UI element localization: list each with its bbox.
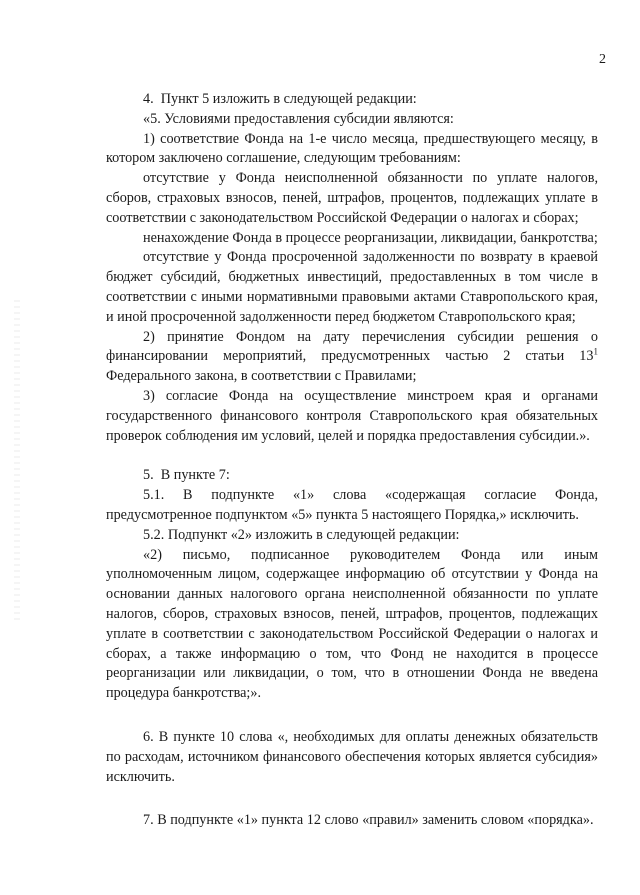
page-number: 2 xyxy=(599,52,606,67)
paragraph-item-7: 7. В подпункте «1» пункта 12 слово «правил» заменить словом «порядка». xyxy=(143,812,594,829)
paragraph-condition-3: 3) согласие Фонда на осуществление минстроем края и органами государственного финансового контроля Ставропольского края обязательных проверок соблюдения им условий, целей и порядка предоставления субсидии.». xyxy=(106,387,598,444)
paragraph-item-4-heading: 4. Пункт 5 изложить в следующей редакции: xyxy=(143,91,417,107)
paragraph-no-bankruptcy: ненахождение Фонда в процессе реорганизации, ликвидации, банкротства; xyxy=(143,229,598,246)
paragraph-no-overdue-debt: отсутствие у Фонда просроченной задолженности по возврату в краевой бюджет субсидий, бюджетных инвестиций, предоставленных в том числе в соответствии с иными нормативными правовыми актами Ставропольского края, и иной просроченной задолженности перед бюджетом Ставропольского края; xyxy=(106,249,598,325)
paragraph-condition-1: 1) соответствие Фонда на 1-е число месяца, предшествующего месяцу, в котором заключено соглашение, следующим требованиям: xyxy=(106,130,598,167)
condition-2-text-start: 2) принятие Фондом на дату перечисления субсидии решения о финансировании мероприятий, предусмотренных частью 2 статьи 13 xyxy=(106,328,598,365)
paragraph-item-5-2: 5.2. Подпункт «2» изложить в следующей редакции: xyxy=(143,526,460,543)
paragraph-condition-2 xyxy=(106,328,598,387)
paragraph-item-5-heading: 5. В пункте 7: xyxy=(143,467,230,484)
condition-2-text-end: Федерального закона, в соответствии с Правилами; xyxy=(106,368,417,385)
paragraph-conditions-heading: «5. Условиями предоставления субсидии являются: xyxy=(143,110,454,127)
paragraph-item-5-1: 5.1. В подпункте «1» слова «содержащая согласие Фонда, предусмотренное подпунктом «5» пункта 5 настоящего Порядка,» исключить. xyxy=(106,487,598,523)
paragraph-letter-requirement: «2) письмо, подписанное руководителем Фонда или иным уполномоченным лицом, содержащее информацию об отсутствии у Фонда на основании данных налогового органа неисполненной обязанности по уплате налогов, сборов, страховых взносов, пеней, штрафов, процентов, подлежащих уплате в соответствии с законодательством Российской Федерации о налогах и сборах, а также информацию о том, что Фонд не находится в процессе реорганизации или ликвидации, о том, что в отношении Фонда не введена процедура банкротства;». xyxy=(106,546,598,702)
document-body xyxy=(106,90,598,831)
scan-margin-noise xyxy=(14,300,20,620)
paragraph-no-tax-debt: отсутствие у Фонда неисполненной обязанности по уплате налогов, сборов, страховых взносов, пеней, штрафов, процентов, подлежащих уплате в соответствии с законодательством Российской Федерации о налогах и сборах; xyxy=(106,170,598,226)
paragraph-item-6: 6. В пункте 10 слова «, необходимых для оплаты денежных обязательств по расходам, источником финансового обеспечения которых является субсидия» исключить. xyxy=(106,728,598,785)
article-superscript: 1 xyxy=(593,346,598,357)
